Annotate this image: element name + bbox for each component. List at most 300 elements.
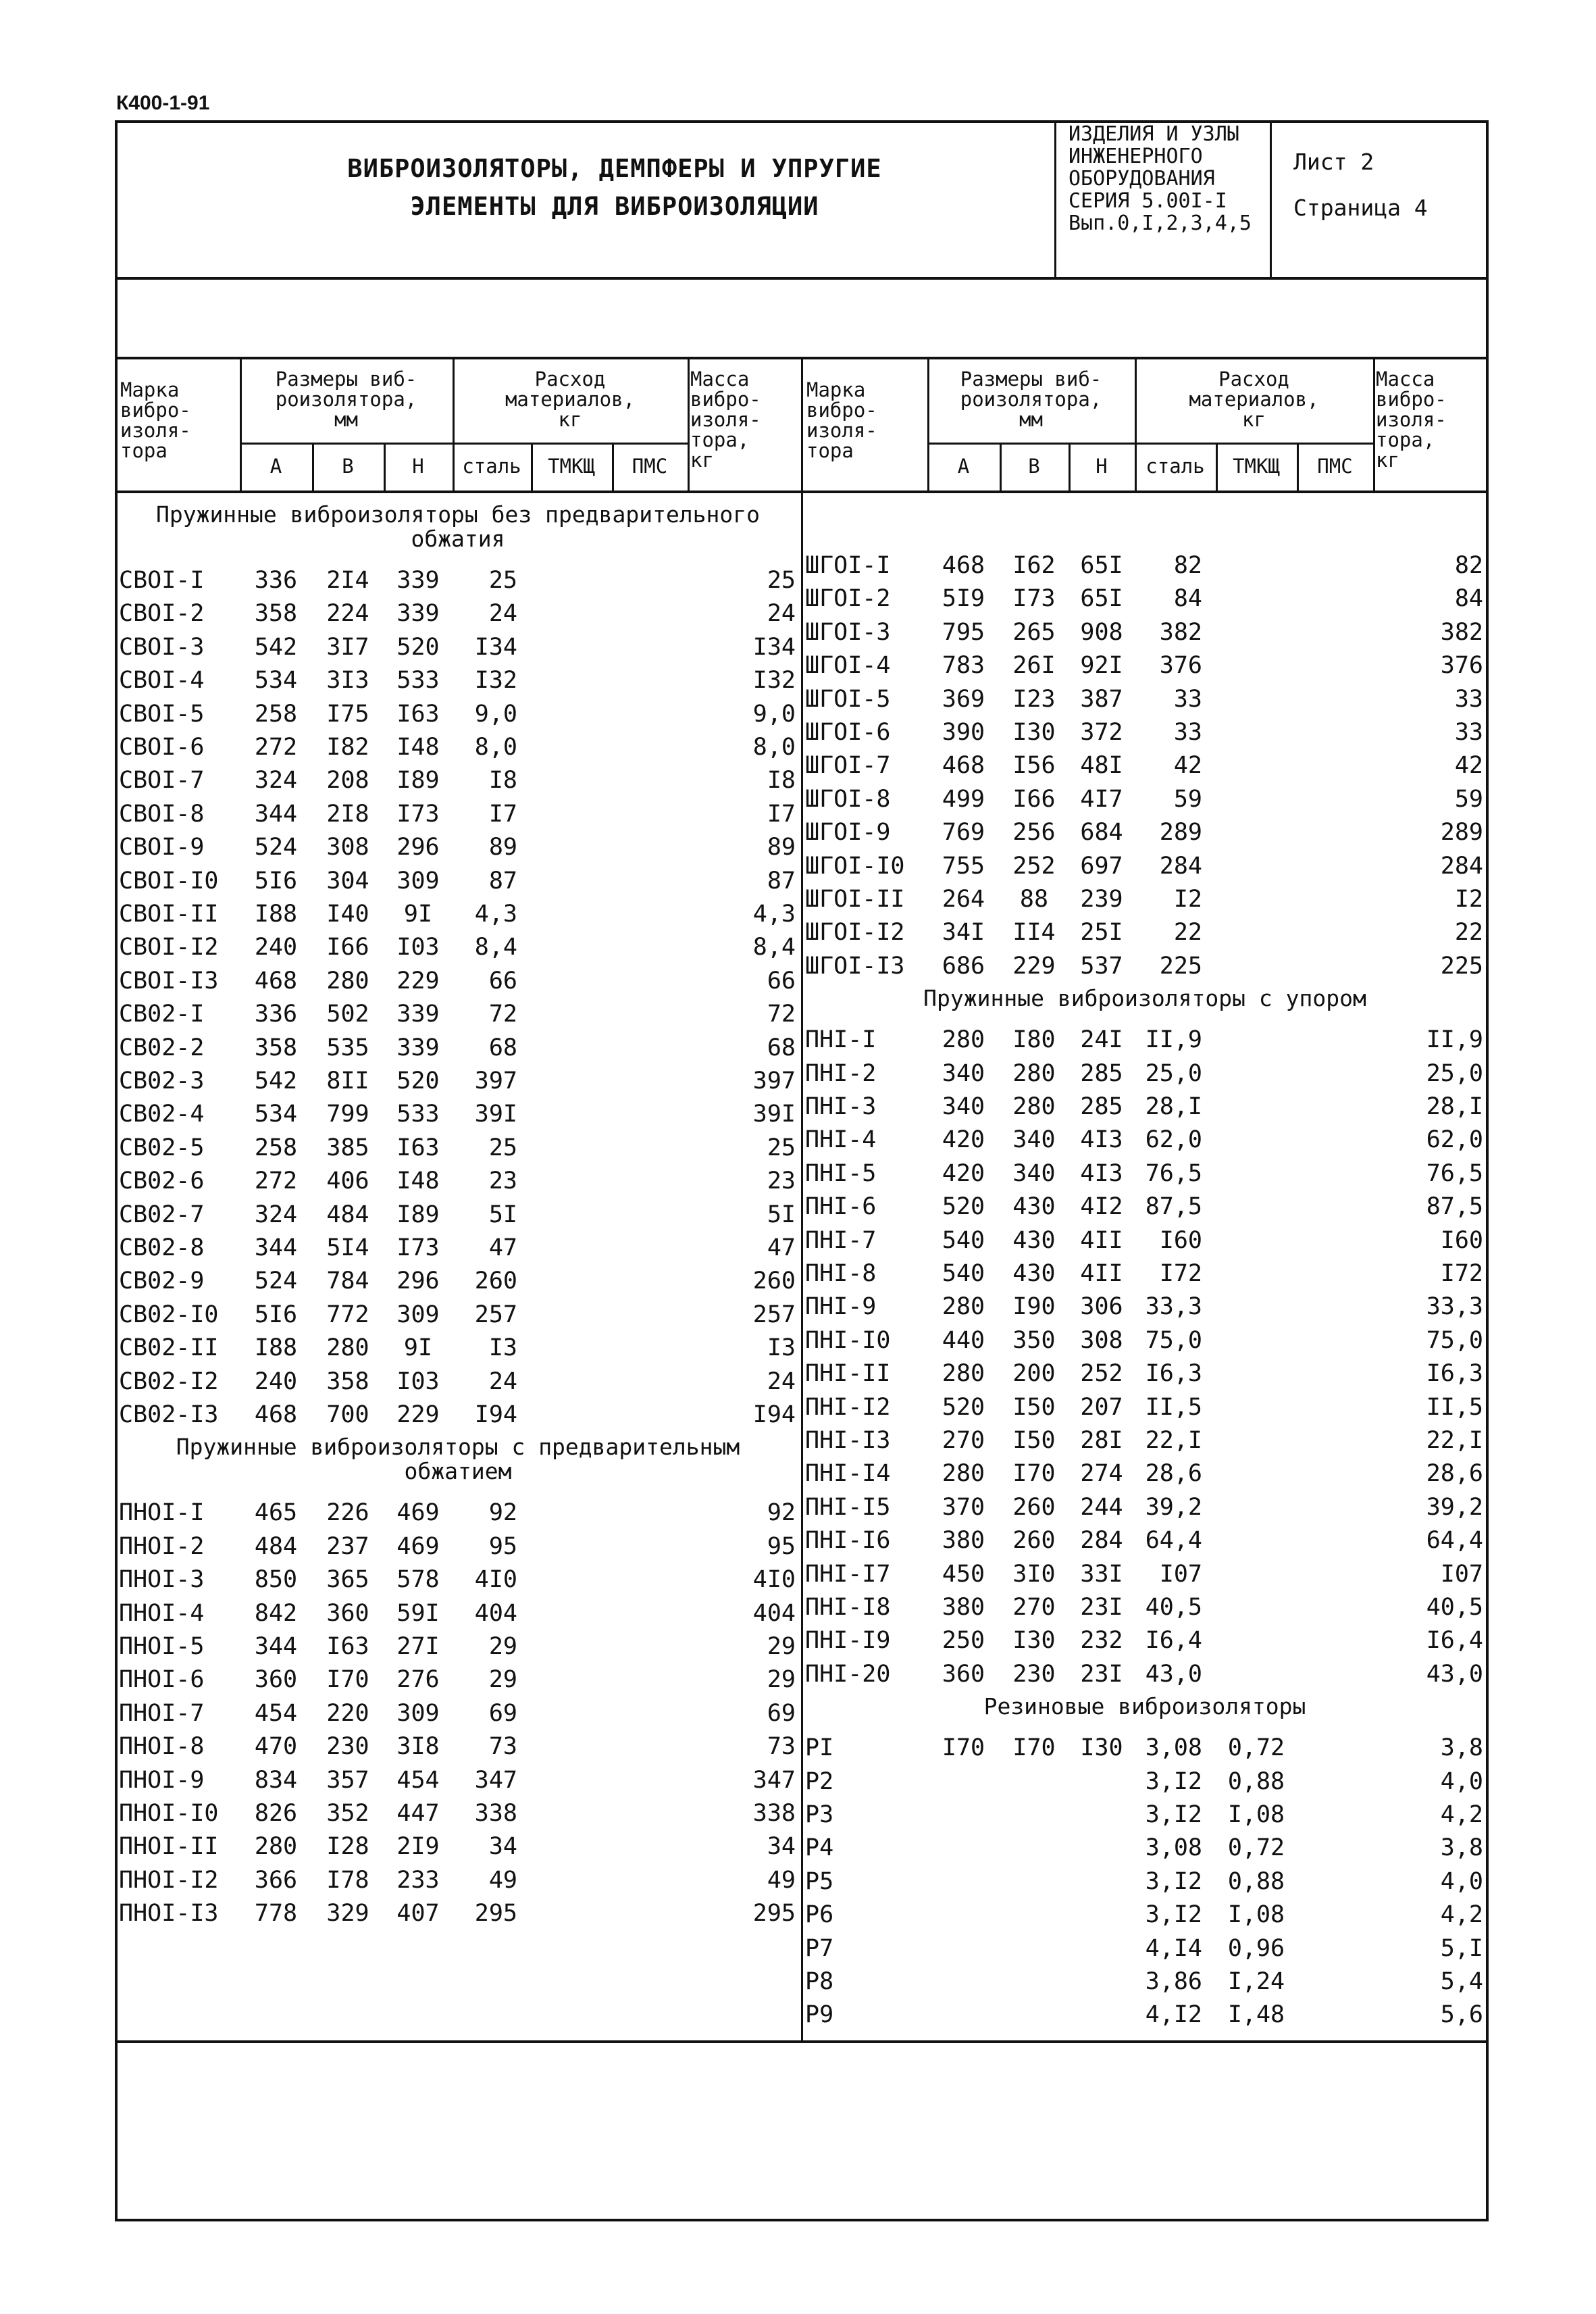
cell-h: I73: [396, 800, 440, 828]
table-bottom-rule: [115, 2040, 1489, 2043]
cell-a: 520: [942, 1393, 985, 1421]
cell-mark: ШГОI-6: [805, 719, 891, 746]
table-row: [0, 582, 1596, 615]
cell-b: 352: [326, 1800, 369, 1827]
cell-mass: 4,2: [1440, 1901, 1483, 1929]
cell-mass: 25,0: [1426, 1059, 1483, 1087]
cell-b: 3I7: [326, 633, 369, 661]
cell-mass: I60: [1440, 1226, 1483, 1254]
cell-mark: ПНI-I0: [805, 1326, 891, 1354]
cell-steel: I07: [1159, 1560, 1202, 1588]
header-text-line: изоля-: [690, 408, 761, 431]
header-text-line: вибро-: [120, 399, 191, 422]
cell-h: 285: [1080, 1059, 1123, 1087]
cell-b: 308: [326, 834, 369, 861]
cell-mark: ПНI-20: [805, 1660, 891, 1688]
cell-h: 28I: [1080, 1427, 1123, 1454]
cell-h: 454: [396, 1766, 440, 1794]
cell-h: 533: [396, 667, 440, 695]
cell-mark: Р6: [805, 1901, 834, 1929]
header-text-line: кг: [1376, 449, 1399, 472]
series-line-3: ОБОРУДОВАНИЯ: [1069, 167, 1215, 191]
right-subheader-h: Н: [1096, 455, 1108, 478]
cell-h: 65I: [1080, 552, 1123, 579]
cell-a: 280: [942, 1026, 985, 1054]
cell-mark: Р8: [805, 1968, 834, 1995]
cell-mass: I6,4: [1426, 1627, 1483, 1655]
cell-mass: 47: [767, 1234, 796, 1261]
cell-h: 252: [1080, 1360, 1123, 1388]
cell-b: 350: [1012, 1326, 1056, 1354]
cell-b: I30: [1012, 719, 1056, 746]
cell-b: 700: [326, 1401, 369, 1428]
cell-b: 799: [326, 1101, 369, 1128]
cell-mark: ШГОI-I2: [805, 919, 905, 947]
cell-steel: 404: [474, 1599, 517, 1627]
cell-b: 230: [1012, 1660, 1056, 1688]
cell-mark: РI: [805, 1734, 834, 1762]
cell-mark: СВ02-I2: [119, 1367, 219, 1395]
cell-mark: СВОI-I0: [119, 867, 219, 895]
cell-steel: 24: [488, 1367, 517, 1395]
table-row: [0, 815, 1596, 849]
header-text-line: Масса: [690, 368, 750, 391]
cell-b: 208: [326, 767, 369, 795]
cell-steel: 22: [1173, 919, 1202, 947]
cell-a: 280: [942, 1293, 985, 1321]
cell-mark: СВ02-9: [119, 1267, 205, 1295]
cell-h: 24I: [1080, 1026, 1123, 1054]
cell-h: 244: [1080, 1493, 1123, 1521]
cell-mass: I72: [1440, 1260, 1483, 1287]
cell-mass: 43,0: [1426, 1660, 1483, 1688]
cell-h: 407: [396, 1900, 440, 1928]
cell-a: 264: [942, 886, 985, 913]
cell-mark: ШГОI-I: [805, 552, 891, 579]
cell-steel: 59: [1173, 785, 1202, 813]
cell-h: 4I7: [1080, 785, 1123, 813]
cell-a: 34I: [942, 919, 985, 947]
cell-b: I23: [1012, 685, 1056, 713]
cell-b: 265: [1012, 618, 1056, 646]
cell-a: 380: [942, 1527, 985, 1555]
cell-b: I66: [1012, 785, 1056, 813]
cell-a: 366: [254, 1866, 298, 1894]
right-subheader-a: А: [957, 455, 970, 478]
cell-mass: 33: [1454, 685, 1483, 713]
table-row: [0, 1765, 1596, 1799]
cell-h: 23I: [1080, 1594, 1123, 1621]
cell-b: I80: [1012, 1026, 1056, 1054]
cell-h: 339: [396, 1001, 440, 1028]
table-row: [0, 1357, 1596, 1390]
cell-steel: 89: [488, 834, 517, 861]
cell-h: 229: [396, 967, 440, 995]
cell-steel: 42: [1173, 752, 1202, 780]
header-text-line: кг: [1242, 408, 1266, 431]
cell-h: 520: [396, 633, 440, 661]
left-section-title-0: [115, 503, 801, 551]
cell-a: 542: [254, 1067, 298, 1095]
cell-mass: 382: [1440, 618, 1483, 646]
cell-b: I50: [1012, 1393, 1056, 1421]
header-text-line: изоля-: [120, 419, 191, 442]
cell-mass: 68: [767, 1034, 796, 1061]
cell-mass: 82: [1454, 552, 1483, 579]
cell-mass: I94: [752, 1401, 796, 1428]
cell-mass: 89: [767, 834, 796, 861]
cell-mass: 4I0: [752, 1566, 796, 1594]
cell-mark: Р9: [805, 2001, 834, 2029]
cell-b: I40: [326, 901, 369, 928]
cell-mass: 64,4: [1426, 1527, 1483, 1555]
right-subheader-steel: сталь: [1145, 455, 1205, 478]
cell-mass: II,9: [1426, 1026, 1483, 1054]
cell-a: 369: [942, 685, 985, 713]
cell-steel: 72: [488, 1001, 517, 1028]
cell-mark: СВ02-6: [119, 1167, 205, 1195]
cell-mass: I07: [1440, 1560, 1483, 1588]
cell-h: 537: [1080, 952, 1123, 980]
cell-mark: ПНI-2: [805, 1059, 877, 1087]
cell-steel: 8,0: [474, 734, 517, 761]
cell-mass: 4,0: [1440, 1867, 1483, 1895]
cell-mark: ПНОI-4: [119, 1599, 205, 1627]
cell-b: I50: [1012, 1427, 1056, 1454]
cell-b: 8II: [326, 1067, 369, 1095]
cell-a: 540: [942, 1226, 985, 1254]
cell-b: 229: [1012, 952, 1056, 980]
cell-a: I70: [942, 1734, 985, 1762]
cell-mark: Р4: [805, 1834, 834, 1862]
cell-a: 340: [942, 1093, 985, 1120]
cell-mass: 87: [767, 867, 796, 895]
cell-h: 908: [1080, 618, 1123, 646]
cell-mark: СВОI-I3: [119, 967, 219, 995]
cell-a: 370: [942, 1493, 985, 1521]
cell-mark: ПНI-8: [805, 1260, 877, 1287]
cell-tmk: 0,72: [1227, 1834, 1285, 1862]
cell-a: 755: [942, 852, 985, 880]
cell-a: 240: [254, 1367, 298, 1395]
cell-mark: СВ02-7: [119, 1201, 205, 1228]
cell-a: 465: [254, 1499, 298, 1527]
cell-steel: 4,I2: [1145, 2001, 1202, 2029]
cell-b: 256: [1012, 819, 1056, 847]
cell-h: 23I: [1080, 1660, 1123, 1688]
cell-b: 484: [326, 1201, 369, 1228]
cell-steel: 5I: [488, 1201, 517, 1228]
cell-steel: 28,6: [1145, 1460, 1202, 1488]
cell-a: 499: [942, 785, 985, 813]
cell-steel: I8: [488, 767, 517, 795]
cell-a: 534: [254, 667, 298, 695]
table-row: [0, 1624, 1596, 1657]
cell-a: 524: [254, 1267, 298, 1295]
table-row: [0, 715, 1596, 749]
cell-a: 468: [942, 552, 985, 579]
left-subheader-a: А: [269, 455, 282, 478]
header-text-line: Расход: [1218, 368, 1289, 391]
cell-mass: 9,0: [752, 700, 796, 728]
cell-mass: 39,2: [1426, 1493, 1483, 1521]
cell-steel: 29: [488, 1633, 517, 1660]
cell-b: 280: [326, 1334, 369, 1362]
cell-tmk: I,48: [1227, 2001, 1285, 2029]
table-row: [0, 949, 1596, 983]
cell-a: 258: [254, 1134, 298, 1161]
cell-mark: ПНI-6: [805, 1193, 877, 1221]
left-header-mass: [690, 369, 798, 470]
cell-mass: 22: [1454, 919, 1483, 947]
cell-b: 237: [326, 1532, 369, 1560]
cell-h: 27I: [396, 1633, 440, 1660]
left-header-col-divider-7: [688, 357, 690, 491]
cell-a: 842: [254, 1599, 298, 1627]
cell-mark: ПНОI-I0: [119, 1800, 219, 1827]
cell-h: 578: [396, 1566, 440, 1594]
cell-h: 232: [1080, 1627, 1123, 1655]
cell-a: 795: [942, 618, 985, 646]
cell-b: 224: [326, 600, 369, 628]
cell-b: 26I: [1012, 652, 1056, 680]
cell-steel: I3: [488, 1334, 517, 1362]
cell-steel: 3,I2: [1145, 1901, 1202, 1929]
cell-b: I62: [1012, 552, 1056, 579]
cell-b: I90: [1012, 1293, 1056, 1321]
table-row: [0, 882, 1596, 916]
cell-h: 9I: [403, 901, 433, 928]
cell-h: 92I: [1080, 652, 1123, 680]
cell-a: 540: [942, 1260, 985, 1287]
table-row: [0, 1798, 1596, 1832]
cell-b: 535: [326, 1034, 369, 1061]
table-row: [0, 1224, 1596, 1257]
cell-a: 420: [942, 1159, 985, 1187]
cell-b: I66: [326, 934, 369, 961]
header-text-line: роизолятора,: [275, 388, 417, 411]
cell-b: I28: [326, 1833, 369, 1861]
cell-mass: 289: [1440, 819, 1483, 847]
left-subheader-tmkshch: ТМКЩ: [548, 455, 595, 478]
cell-h: I63: [396, 1134, 440, 1161]
cell-steel: 29: [488, 1666, 517, 1694]
cell-h: 48I: [1080, 752, 1123, 780]
table-row: [0, 1932, 1596, 1965]
cell-b: I70: [1012, 1734, 1056, 1762]
cell-h: 306: [1080, 1293, 1123, 1321]
cell-steel: I60: [1159, 1226, 1202, 1254]
table-row: [0, 1290, 1596, 1324]
cell-mass: 338: [752, 1800, 796, 1827]
right-section-title-1: [801, 986, 1489, 1011]
cell-b: 772: [326, 1301, 369, 1328]
cell-a: 344: [254, 800, 298, 828]
cell-a: I88: [254, 901, 298, 928]
cell-steel: 397: [474, 1067, 517, 1095]
cell-b: 252: [1012, 852, 1056, 880]
cell-steel: 33: [1173, 719, 1202, 746]
cell-b: 340: [1012, 1126, 1056, 1154]
cell-mark: ПНОI-I3: [119, 1900, 219, 1928]
cell-mass: 24: [767, 1367, 796, 1395]
cell-steel: I32: [474, 667, 517, 695]
header-text-line: Размеры виб-: [960, 368, 1102, 391]
cell-mark: СВ02-5: [119, 1134, 205, 1161]
right-header-mass: [1376, 369, 1486, 470]
cell-steel: I6,3: [1145, 1360, 1202, 1388]
title-block-bottom-rule: [115, 277, 1489, 280]
cell-steel: 9,0: [474, 700, 517, 728]
cell-mass: 34: [767, 1833, 796, 1861]
cell-mark: СВ02-I0: [119, 1301, 219, 1328]
cell-a: 390: [942, 719, 985, 746]
header-text-line: тора: [806, 439, 854, 462]
cell-h: 4II: [1080, 1260, 1123, 1287]
cell-mark: Р5: [805, 1867, 834, 1895]
cell-steel: 284: [1159, 852, 1202, 880]
cell-mass: 95: [767, 1532, 796, 1560]
cell-a: 5I9: [942, 585, 985, 613]
cell-h: 387: [1080, 685, 1123, 713]
table-row: [0, 1123, 1596, 1157]
cell-steel: 33: [1173, 685, 1202, 713]
cell-a: 778: [254, 1900, 298, 1928]
cell-a: 468: [254, 1401, 298, 1428]
cell-mark: ПНI-4: [805, 1126, 877, 1154]
cell-a: 360: [942, 1660, 985, 1688]
cell-h: 447: [396, 1800, 440, 1827]
cell-mark: ПНI-7: [805, 1226, 877, 1254]
cell-a: 5I6: [254, 1301, 298, 1328]
cell-a: I88: [254, 1334, 298, 1362]
cell-mass: 39I: [752, 1101, 796, 1128]
right-header-consumption: [1135, 369, 1373, 430]
cell-steel: 43,0: [1145, 1660, 1202, 1688]
cell-mark: ПНОI-5: [119, 1633, 205, 1660]
left-header-consumption: [453, 369, 688, 430]
cell-mass: 22,I: [1426, 1427, 1483, 1454]
cell-a: 360: [254, 1666, 298, 1694]
cell-steel: 34: [488, 1833, 517, 1861]
cell-h: 9I: [403, 1334, 433, 1362]
series-line-2: ИНЖЕНЕРНОГО: [1069, 145, 1203, 168]
cell-steel: 82: [1173, 552, 1202, 579]
right-section-title-2: [801, 1694, 1489, 1719]
cell-mark: ПНI-3: [805, 1093, 877, 1120]
cell-a: 520: [942, 1193, 985, 1221]
cell-steel: II,9: [1145, 1026, 1202, 1054]
cell-mass: 92: [767, 1499, 796, 1527]
cell-steel: 73: [488, 1733, 517, 1761]
cell-steel: 25: [488, 1134, 517, 1161]
table-row: [0, 1157, 1596, 1190]
cell-mark: СВ02-I: [119, 1001, 205, 1028]
cell-h: 308: [1080, 1326, 1123, 1354]
cell-h: 4I2: [1080, 1193, 1123, 1221]
cell-steel: 62,0: [1145, 1126, 1202, 1154]
cell-mass: 257: [752, 1301, 796, 1328]
cell-steel: 4I0: [474, 1566, 517, 1594]
cell-mark: ПНI-I6: [805, 1527, 891, 1555]
cell-mark: СВОI-I2: [119, 934, 219, 961]
cell-b: 270: [1012, 1594, 1056, 1621]
cell-mass: 23: [767, 1167, 796, 1195]
cell-b: 2I8: [326, 800, 369, 828]
cell-h: 239: [1080, 886, 1123, 913]
cell-tmk: 0,96: [1227, 1934, 1285, 1962]
cell-a: 542: [254, 633, 298, 661]
cell-mass: 5I: [767, 1201, 796, 1228]
left-header-dimensions: [240, 369, 453, 430]
header-text-line: кг: [690, 449, 714, 472]
cell-mass: 69: [767, 1699, 796, 1727]
table-row: [0, 1490, 1596, 1524]
cell-h: I89: [396, 1201, 440, 1228]
cell-mark: ПНI-I8: [805, 1594, 891, 1621]
header-text-line: изоля-: [806, 419, 877, 442]
cell-a: 358: [254, 1034, 298, 1061]
cell-mark: ПНОI-3: [119, 1566, 205, 1594]
cell-steel: 69: [488, 1699, 517, 1727]
cell-h: 469: [396, 1532, 440, 1560]
cell-a: 470: [254, 1733, 298, 1761]
cell-mass: I3: [767, 1334, 796, 1362]
cell-steel: 87: [488, 867, 517, 895]
cell-b: I56: [1012, 752, 1056, 780]
table-row: [0, 849, 1596, 883]
header-text-line: тора,: [1376, 428, 1435, 451]
header-text-line: Расход: [534, 368, 606, 391]
cell-mass: 40,5: [1426, 1594, 1483, 1621]
cell-a: 258: [254, 700, 298, 728]
cell-mark: СВОI-5: [119, 700, 205, 728]
cell-steel: 87,5: [1145, 1193, 1202, 1221]
table-row: [0, 1557, 1596, 1591]
cell-a: 240: [254, 934, 298, 961]
cell-mark: СВ02-8: [119, 1234, 205, 1261]
header-text-line: мм: [1019, 408, 1043, 431]
cell-mass: 76,5: [1426, 1159, 1483, 1187]
cell-h: 207: [1080, 1393, 1123, 1421]
cell-a: 280: [942, 1360, 985, 1388]
cell-a: 324: [254, 1201, 298, 1228]
cell-h: 533: [396, 1101, 440, 1128]
cell-mark: СВОI-3: [119, 633, 205, 661]
cell-steel: 347: [474, 1766, 517, 1794]
cell-h: 285: [1080, 1093, 1123, 1120]
cell-steel: 25: [488, 567, 517, 594]
title-line-2: ЭЛЕМЕНТЫ ДЛЯ ВИБРОИЗОЛЯЦИИ: [410, 192, 819, 221]
cell-a: 534: [254, 1101, 298, 1128]
cell-b: 340: [1012, 1159, 1056, 1187]
table-row: [0, 1731, 1596, 1765]
header-text-line: Марка: [120, 378, 180, 401]
cell-b: I30: [1012, 1627, 1056, 1655]
cell-a: 340: [942, 1059, 985, 1087]
cell-h: 339: [396, 1034, 440, 1061]
cell-a: 336: [254, 567, 298, 594]
cell-tmk: I,08: [1227, 1901, 1285, 1929]
cell-b: 304: [326, 867, 369, 895]
cell-b: I70: [326, 1666, 369, 1694]
cell-mass: 8,0: [752, 734, 796, 761]
cell-mass: I34: [752, 633, 796, 661]
cell-mass: 4,2: [1440, 1801, 1483, 1828]
cell-a: 270: [942, 1427, 985, 1454]
cell-steel: 260: [474, 1267, 517, 1295]
table-row: [0, 649, 1596, 682]
